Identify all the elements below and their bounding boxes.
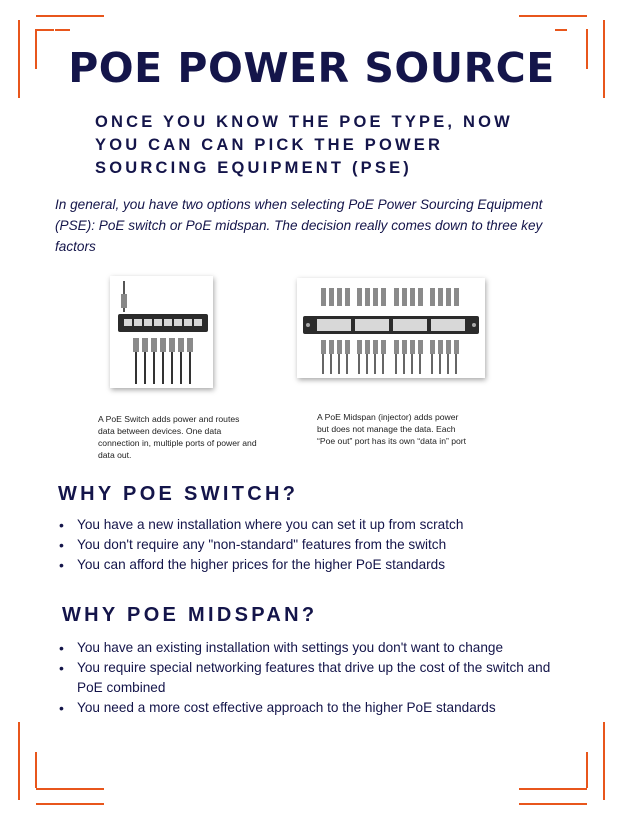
list-item: • You need a more cost effective approach to the higher PoE standards bbox=[77, 698, 557, 718]
poe-switch-image bbox=[110, 276, 213, 388]
frame-bottom-left-v bbox=[18, 722, 20, 800]
frame-bottom-right-h bbox=[519, 788, 587, 790]
list-item: • You have a new installation where you can set it up from scratch bbox=[77, 515, 597, 535]
frame-top-right-h2 bbox=[555, 29, 567, 31]
frame-bottom-left-h bbox=[36, 788, 104, 790]
page-subtitle: ONCE YOU KNOW THE POE TYPE, NOW YOU CAN CAN PICK THE POWER SOURCING EQUIPMENT (PSE) bbox=[95, 113, 513, 177]
page-title: POE POWER SOURCE bbox=[68, 44, 555, 92]
poe-midspan-caption: A PoE Midspan (injector) adds power but does not manage the data. Each “Poe out” port has its own “data in” port bbox=[317, 412, 467, 446]
section-heading-poe-switch: WHY POE SWITCH? bbox=[58, 483, 299, 505]
poe-switch-reasons bbox=[55, 515, 597, 575]
poe-midspan-reasons bbox=[55, 638, 557, 718]
frame-top-left-top bbox=[36, 15, 104, 17]
frame-bottom-left-h2 bbox=[36, 803, 104, 805]
intro-paragraph: In general, you have two options when selecting PoE Power Sourcing Equipment (PSE): PoE switch or PoE midspan. The decision really comes down to three key factors bbox=[55, 197, 543, 254]
poe-midspan-illustration bbox=[297, 278, 485, 378]
frame-top-left-h bbox=[55, 29, 70, 31]
list-item: • You have an existing installation with settings you don't want to change bbox=[77, 638, 557, 658]
section-heading-poe-midspan: WHY POE MIDSPAN? bbox=[62, 604, 318, 626]
list-item: • You don't require any "non-standard" features from the switch bbox=[77, 535, 597, 555]
frame-top-line bbox=[36, 29, 54, 31]
frame-bottom-left-inner-v bbox=[35, 752, 37, 788]
list-item: • You require special networking features that drive up the cost of the switch and PoE combined bbox=[77, 658, 557, 698]
poe-switch-illustration bbox=[110, 276, 213, 388]
frame-bottom-right-v bbox=[603, 722, 605, 800]
frame-bottom-right-inner-v bbox=[586, 752, 588, 788]
poe-midspan-image bbox=[297, 278, 485, 378]
poe-switch-caption: A PoE Switch adds power and routes data between devices. One data connection in, multiple ports of power and data out. bbox=[98, 414, 257, 460]
frame-bottom-right-h2 bbox=[519, 803, 587, 805]
list-item: • You can afford the higher prices for the higher PoE standards bbox=[77, 555, 597, 575]
frame-top-right-h bbox=[519, 15, 587, 17]
